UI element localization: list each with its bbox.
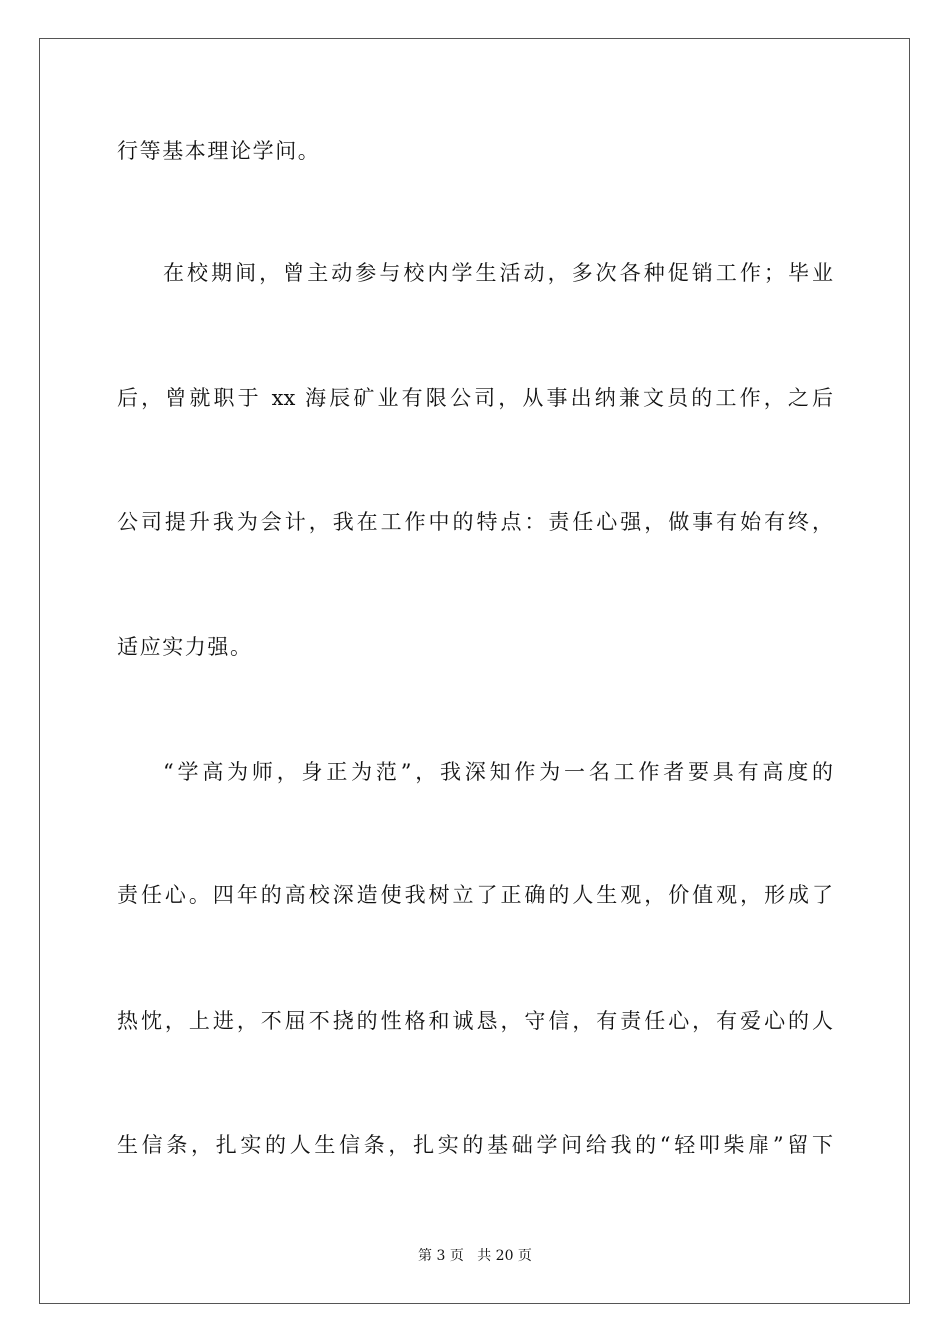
page-number-label: 第 3 页 xyxy=(418,1248,464,1264)
text-line-9: 生信条，扎实的人生信条，扎实的基础学问给我的“轻叩柴扉”留下 xyxy=(117,1133,833,1157)
total-pages-label: 共 20 页 xyxy=(477,1248,532,1264)
text-line-8: 热忱，上进，不屈不挠的性格和诚恳，守信，有责任心，有爱心的人 xyxy=(117,1009,833,1033)
text-line-4: 公司提升我为会计，我在工作中的特点：责任心强，做事有始有终， xyxy=(117,510,833,534)
text-line-6: “学高为师，身正为范”，我深知作为一名工作者要具有高度的 xyxy=(163,760,833,784)
text-line-1: 行等基本理论学问。 xyxy=(117,139,321,163)
text-line-3: 后，曾就职于 xx 海辰矿业有限公司，从事出纳兼文员的工作，之后 xyxy=(117,386,833,410)
text-line-7: 责任心。四年的高校深造使我树立了正确的人生观，价值观，形成了 xyxy=(117,883,833,907)
text-line-5: 适应实力强。 xyxy=(117,635,253,659)
text-line-2: 在校期间，曾主动参与校内学生活动，多次各种促销工作；毕业 xyxy=(163,261,833,285)
page-frame xyxy=(39,38,910,1304)
page-number-footer xyxy=(0,1246,950,1266)
